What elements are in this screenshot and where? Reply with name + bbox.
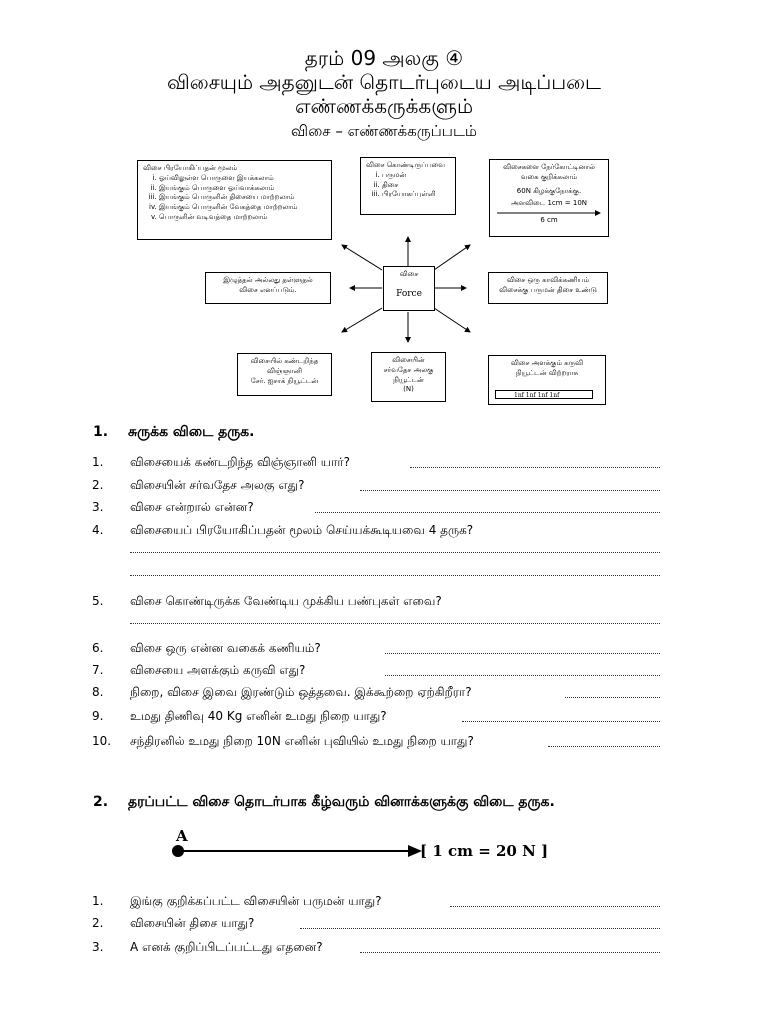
answer-line[interactable] bbox=[315, 512, 660, 513]
concept-box-line-representation bbox=[489, 159, 609, 237]
question-number: 4. bbox=[92, 523, 104, 537]
force-vector-arrow bbox=[170, 843, 425, 859]
text-line: 60N கிழக்குநோக்கு. bbox=[516, 186, 582, 195]
answer-line[interactable] bbox=[360, 952, 660, 953]
spring-balance-icon bbox=[495, 390, 593, 399]
question-text: சந்திரனில் உமது நிறை 10N எனின் புவியில் உமது நிறை யாது? bbox=[130, 734, 474, 748]
center-label: Force bbox=[396, 288, 422, 299]
question-number: 7. bbox=[92, 663, 104, 677]
list-item: ii. இயங்கும் பொருளை ஓய்வாக்கலாம் bbox=[159, 184, 326, 194]
text-line: இழுத்தல் அல்லது தள்ளுதல் bbox=[223, 276, 313, 284]
answer-line[interactable] bbox=[385, 675, 660, 676]
question-text: விசையின் சர்வதேச அலகு எது? bbox=[130, 478, 305, 492]
text-line: வகை குறிக்கலாம் bbox=[520, 172, 578, 181]
list-item: iv. இயங்கும் பொருளின் வேகத்தை மாற்றலாம் bbox=[159, 203, 326, 213]
question-number: 6. bbox=[92, 641, 104, 655]
section-2-title: தரப்பட்ட விசை தொடர்பாக கீழ்வரும் வினாக்களுக்கு விடை தருக. bbox=[128, 794, 555, 810]
text-line: விசை ஒரு காவிக்கணியம் bbox=[506, 276, 590, 284]
question-number: 1. bbox=[92, 455, 104, 469]
question-text: விசையின் திசை யாது? bbox=[130, 916, 255, 930]
text-line: விஞ்ஞானி bbox=[266, 366, 303, 375]
concept-box-force-effects bbox=[137, 160, 332, 240]
concept-box-si-unit bbox=[371, 352, 446, 402]
answer-line[interactable] bbox=[360, 490, 660, 491]
question-text: விசையைக் கண்டறிந்த விஞ்ஞானி யார்? bbox=[130, 455, 351, 469]
page-title-line-1: விசையும் அதனுடன் தொடர்புடைய அடிப்படை bbox=[167, 70, 601, 94]
text-line: விசை அளக்கும் கருவி bbox=[510, 359, 584, 367]
concept-box-force-properties bbox=[360, 157, 456, 215]
concept-box-scientist bbox=[237, 353, 332, 396]
question-text: உமது திணிவு 40 Kg எனின் உமது நிறை யாது? bbox=[130, 709, 387, 723]
concept-box-vector bbox=[488, 272, 608, 304]
question-number: 2. bbox=[92, 916, 104, 930]
text-line: அளவிடை 1cm = 10N bbox=[510, 199, 588, 208]
question-text: விசையைப் பிரயோகிப்பதன் மூலம் செய்யக்கூடியவை 4 தருக? bbox=[130, 523, 474, 537]
answer-line[interactable] bbox=[462, 721, 660, 722]
list-item: ii. திசை bbox=[382, 181, 450, 191]
list-item: iii. பிரயோகப்புள்ளி bbox=[382, 190, 450, 200]
text-line: விசை எனப்படும். bbox=[239, 285, 297, 294]
answer-line[interactable] bbox=[385, 653, 660, 654]
list-item: i. ஓய்விலுள்ள பொருளை இயக்கலாம் bbox=[159, 174, 326, 184]
section-2-number: 2. bbox=[93, 794, 109, 810]
question-number: 1. bbox=[92, 894, 104, 908]
text-line: விசையில் கண்டறிந்த bbox=[250, 357, 319, 365]
answer-line[interactable] bbox=[410, 467, 660, 468]
text-line: (N) bbox=[403, 385, 414, 394]
question-text: விசை ஒரு என்ன வகைக் கணியம்? bbox=[130, 641, 321, 655]
question-text: நிறை, விசை இவை இரண்டும் ஒத்தவை. இக்கூற்றை ஏற்கிறீரா? bbox=[130, 685, 472, 699]
answer-line[interactable] bbox=[300, 928, 660, 929]
question-text: A எனக் குறிப்பிடப்பட்டது எதனை? bbox=[130, 940, 323, 954]
section-1-title: சுருக்க விடை தருக. bbox=[128, 424, 255, 440]
page-title-line-2: எண்ணக்கருக்களும் bbox=[294, 94, 474, 118]
text-line: நியூட்டன் விற்றராசு bbox=[515, 368, 579, 377]
text-line: 6 cm bbox=[540, 216, 558, 225]
text-line: விசைக்கு பருமன் திசை உண்டு bbox=[499, 285, 597, 294]
section-1-number: 1. bbox=[93, 424, 109, 440]
answer-line[interactable] bbox=[548, 746, 660, 747]
page-heading-grade-unit: தரம் 09 அலகு ④ bbox=[304, 46, 464, 70]
text-line: விசைகளை நேர்கோட்டினால் bbox=[503, 163, 595, 171]
spring-balance-scale: 1nf 1nf 1nf 1nf bbox=[514, 392, 560, 399]
text-line: சேர். ஐசாக் நியூட்டன் bbox=[250, 376, 319, 385]
concept-center-force bbox=[383, 266, 435, 311]
question-number: 5. bbox=[92, 594, 104, 608]
question-number: 9. bbox=[92, 709, 104, 723]
question-text: விசை என்றால் என்ன? bbox=[130, 500, 254, 514]
question-number: 3. bbox=[92, 940, 104, 954]
list-item: v. பொருளின் வடிவத்தை மாற்றலாம் bbox=[159, 213, 326, 223]
answer-line[interactable] bbox=[565, 697, 660, 698]
question-number: 8. bbox=[92, 685, 104, 699]
list-item: i. பருமன் bbox=[382, 171, 450, 181]
concept-box-force-effects-title: விசை பிரயோகிப்பதன் மூலம் bbox=[143, 164, 238, 172]
question-number: 3. bbox=[92, 500, 104, 514]
answer-line[interactable] bbox=[130, 575, 660, 576]
question-text: விசை கொண்டிருக்க வேண்டிய முக்கிய பண்புகள் எவை? bbox=[130, 594, 442, 608]
concept-box-push-pull bbox=[205, 272, 331, 304]
question-number: 10. bbox=[92, 734, 112, 748]
answer-line[interactable] bbox=[130, 552, 660, 553]
text-line: விசையின் bbox=[392, 356, 425, 364]
force-point-label: A bbox=[176, 827, 188, 845]
concept-box-force-properties-title: விசை கொண்டிருப்பவை bbox=[366, 161, 445, 169]
answer-line[interactable] bbox=[130, 623, 660, 624]
concept-map-heading: விசை – எண்ணக்கருப்படம் bbox=[291, 122, 477, 140]
force-scale-label: [ 1 cm = 20 N ] bbox=[420, 842, 549, 860]
text-line: விசை bbox=[399, 270, 419, 278]
question-text: விசையை அளக்கும் கருவி எது? bbox=[130, 663, 306, 677]
answer-line[interactable] bbox=[450, 906, 660, 907]
question-text: இங்கு குறிக்கப்பட்ட விசையின் பருமன் யாது? bbox=[130, 894, 382, 908]
list-item: iii. இயங்கும் பொருளின் திசையை மாற்றலாம் bbox=[159, 193, 326, 203]
text-line: சர்வதேச அலகு bbox=[383, 365, 434, 374]
text-line: நியூட்டன் bbox=[393, 375, 424, 384]
question-number: 2. bbox=[92, 478, 104, 492]
